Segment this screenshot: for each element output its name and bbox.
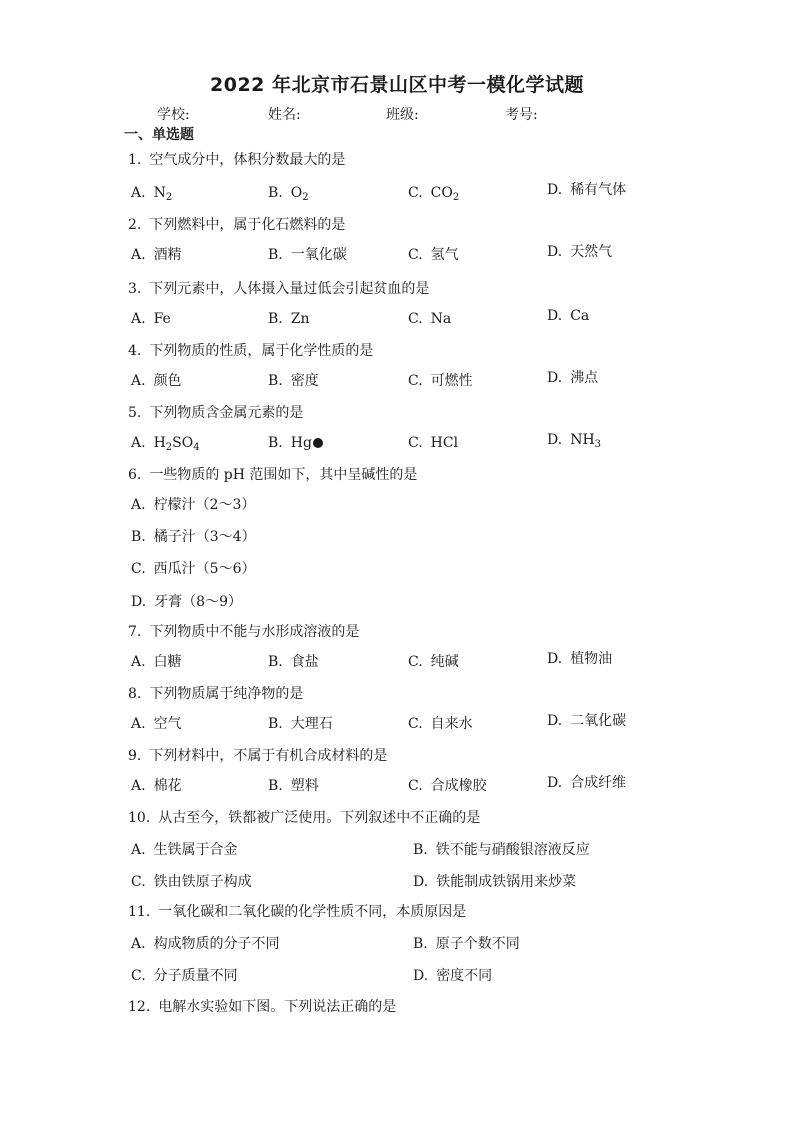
question-text: 从古至今，铁都被广泛使用。下列叙述中不正确的是 — [158, 810, 481, 826]
option-label: D. — [413, 968, 429, 984]
option-b — [268, 714, 333, 734]
option-label: D. — [547, 308, 563, 324]
option-d — [413, 966, 492, 986]
option-text: Fe — [153, 311, 171, 327]
option-text: 酒精 — [153, 247, 182, 263]
question-text: 下列物质属于纯净物的是 — [149, 686, 304, 702]
option-label: C. — [131, 968, 146, 984]
question-stem — [128, 279, 429, 299]
subscript: 3 — [594, 439, 602, 450]
question-text: 下列物质含金属元素的是 — [149, 405, 304, 421]
option-label: A. — [131, 497, 146, 513]
subscript: 2 — [302, 192, 309, 203]
option-c — [408, 433, 458, 453]
option-d — [413, 872, 576, 892]
option-text: 颜色 — [153, 373, 182, 389]
option-b — [268, 652, 319, 672]
question-stem — [128, 997, 396, 1017]
subscript: 2 — [452, 192, 460, 203]
question-stem — [128, 403, 303, 423]
option-text: 合成橡胶 — [430, 778, 487, 794]
question-stem — [128, 622, 359, 642]
option-label: B. — [268, 373, 283, 389]
option-text: 自来水 — [430, 716, 473, 732]
question-text: 一氧化碳和二氧化碳的化学性质不同，本质原因是 — [158, 904, 467, 920]
option-label: D. — [547, 713, 563, 729]
option-label: B. — [268, 311, 283, 327]
question-text: 下列物质中不能与水形成溶液的是 — [149, 624, 360, 640]
option-label: A. — [131, 373, 146, 389]
option-text-tail: SO — [172, 435, 194, 451]
option-label: D. — [547, 651, 563, 667]
option-a — [131, 840, 238, 860]
option-d — [547, 180, 626, 200]
option-text: 柠檬汁（2～3） — [153, 497, 256, 513]
option-text: NH — [570, 432, 595, 448]
question-text: 一些物质的 pH 范围如下，其中呈碱性的是 — [149, 467, 418, 483]
question-stem — [128, 341, 373, 361]
option-b — [268, 309, 310, 329]
option-text: 构成物质的分子不同 — [153, 936, 280, 952]
option-text: N — [153, 185, 166, 201]
question-text: 下列燃料中，属于化石燃料的是 — [149, 217, 346, 233]
option-a — [131, 433, 200, 458]
option-d — [547, 306, 589, 326]
option-a — [131, 934, 280, 954]
question-number: 10. — [128, 810, 151, 826]
option-d — [547, 430, 601, 455]
option-a — [131, 371, 182, 391]
question-number: 4. — [128, 343, 142, 359]
option-text: O — [290, 185, 303, 201]
subscript: 2 — [165, 192, 173, 203]
question-stem — [128, 684, 303, 704]
question-number: 1. — [128, 152, 142, 168]
option-label: B. — [268, 185, 283, 201]
option-label: B. — [268, 778, 283, 794]
option-label: D. — [547, 775, 563, 791]
option-label: A. — [131, 778, 146, 794]
option-text: 西瓜汁（5～6） — [153, 561, 256, 577]
option-a — [131, 776, 182, 796]
option-label: B. — [268, 247, 283, 263]
option-label: D. — [547, 182, 563, 198]
option-label: A. — [131, 311, 146, 327]
option-c — [408, 183, 459, 208]
option-text: 原子个数不同 — [435, 936, 520, 952]
ink-blot-mark — [313, 438, 323, 448]
question-stem — [128, 215, 345, 235]
option-c — [408, 309, 451, 329]
option-label: A. — [131, 435, 146, 451]
option-b — [268, 183, 309, 208]
option-label: C. — [408, 716, 423, 732]
option-text: 铁能制成铁锅用来炒菜 — [436, 874, 577, 890]
option-a — [131, 495, 255, 515]
class-field: 班级: — [386, 107, 419, 123]
option-text: 大理石 — [290, 716, 333, 732]
option-label: D. — [131, 594, 147, 610]
option-label: A. — [131, 654, 146, 670]
option-text: 密度不同 — [436, 968, 493, 984]
option-a — [131, 183, 172, 208]
option-label: A. — [131, 842, 146, 858]
question-number: 12. — [128, 999, 151, 1015]
option-text: CO — [430, 185, 453, 201]
option-label: B. — [268, 435, 283, 451]
option-text: 空气 — [153, 716, 182, 732]
option-text: HCl — [430, 435, 459, 451]
option-c — [131, 872, 252, 892]
option-text: 铁不能与硝酸银溶液反应 — [435, 842, 590, 858]
option-label: B. — [131, 529, 146, 545]
question-number: 2. — [128, 217, 142, 233]
option-label: B. — [413, 842, 428, 858]
option-text: 天然气 — [570, 244, 613, 260]
option-text: 合成纤维 — [570, 775, 627, 791]
section-title: 一、单选题 — [124, 127, 194, 143]
option-label: D. — [413, 874, 429, 890]
option-a — [131, 714, 182, 734]
option-b — [131, 527, 256, 547]
option-label: C. — [408, 185, 423, 201]
question-text: 下列材料中，不属于有机合成材料的是 — [149, 748, 388, 764]
option-b — [413, 934, 520, 954]
option-text: 稀有气体 — [570, 182, 627, 198]
option-label: A. — [131, 185, 146, 201]
option-label: D. — [547, 432, 563, 448]
option-text: 氢气 — [430, 247, 459, 263]
option-c — [408, 371, 473, 391]
exam-number-field: 考号: — [505, 107, 538, 123]
option-text: 沸点 — [570, 370, 599, 386]
subscript: 2 — [165, 442, 173, 453]
option-label: B. — [268, 716, 283, 732]
option-text: Ca — [570, 308, 590, 324]
option-c — [408, 776, 487, 796]
option-b — [268, 245, 347, 265]
option-d — [547, 711, 626, 731]
question-stem — [128, 746, 387, 766]
option-text: 纯碱 — [430, 654, 459, 670]
option-text: Zn — [290, 311, 310, 327]
option-d — [131, 592, 242, 612]
name-field: 姓名: — [268, 107, 301, 123]
option-label: C. — [408, 373, 423, 389]
option-label: B. — [413, 936, 428, 952]
option-c — [408, 652, 459, 672]
question-stem — [128, 902, 466, 922]
option-label: A. — [131, 247, 146, 263]
option-text: 分子质量不同 — [153, 968, 238, 984]
option-c — [131, 559, 256, 579]
option-label: D. — [547, 370, 563, 386]
option-a — [131, 245, 182, 265]
question-text: 电解水实验如下图。下列说法正确的是 — [158, 999, 397, 1015]
option-text: 棉花 — [153, 778, 182, 794]
question-number: 9. — [128, 748, 142, 764]
question-number: 3. — [128, 281, 142, 297]
option-d — [547, 649, 612, 669]
option-text: 生铁属于合金 — [153, 842, 238, 858]
option-label: A. — [131, 716, 146, 732]
option-d — [547, 773, 626, 793]
question-stem — [128, 808, 480, 828]
question-number: 5. — [128, 405, 142, 421]
option-label: C. — [408, 311, 423, 327]
option-text: 食盐 — [290, 654, 319, 670]
question-number: 8. — [128, 686, 142, 702]
question-number: 7. — [128, 624, 142, 640]
question-number: 11. — [128, 904, 151, 920]
option-text: 可燃性 — [430, 373, 473, 389]
option-a — [131, 652, 182, 672]
option-text: 牙膏（8～9） — [154, 594, 243, 610]
page-title: 2022 年北京市石景山区中考一模化学试题 — [210, 74, 584, 96]
option-label: C. — [408, 435, 423, 451]
subscript: 4 — [193, 442, 200, 453]
question-text: 空气成分中，体积分数最大的是 — [149, 152, 346, 168]
option-d — [547, 242, 612, 262]
question-stem — [128, 150, 345, 170]
school-field: 学校: — [157, 107, 190, 123]
option-label: B. — [268, 654, 283, 670]
option-label: D. — [547, 244, 563, 260]
option-d — [547, 368, 598, 388]
question-text: 下列元素中，人体摄入量过低会引起贫血的是 — [149, 281, 430, 297]
option-c — [408, 245, 459, 265]
option-a — [131, 309, 171, 329]
option-c — [408, 714, 473, 734]
question-number: 6. — [128, 467, 142, 483]
option-label: C. — [131, 874, 146, 890]
option-text: Hg — [290, 435, 312, 451]
option-label: C. — [131, 561, 146, 577]
option-text: 密度 — [290, 373, 319, 389]
option-text: 二氧化碳 — [570, 713, 627, 729]
option-label: A. — [131, 936, 146, 952]
option-text: 橘子汁（3～4） — [153, 529, 256, 545]
option-text: 铁由铁原子构成 — [153, 874, 252, 890]
option-label: C. — [408, 247, 423, 263]
option-text: 一氧化碳 — [290, 247, 347, 263]
option-label: C. — [408, 654, 423, 670]
option-text: 塑料 — [290, 778, 319, 794]
option-b — [268, 776, 319, 796]
option-text: 白糖 — [153, 654, 182, 670]
option-text: 植物油 — [570, 651, 613, 667]
option-b — [413, 840, 590, 860]
option-b — [268, 433, 323, 453]
question-text: 下列物质的性质，属于化学性质的是 — [149, 343, 374, 359]
option-text: H — [153, 435, 166, 451]
option-text: Na — [430, 311, 452, 327]
question-stem — [128, 465, 417, 485]
option-b — [268, 371, 319, 391]
option-c — [131, 966, 238, 986]
option-label: C. — [408, 778, 423, 794]
